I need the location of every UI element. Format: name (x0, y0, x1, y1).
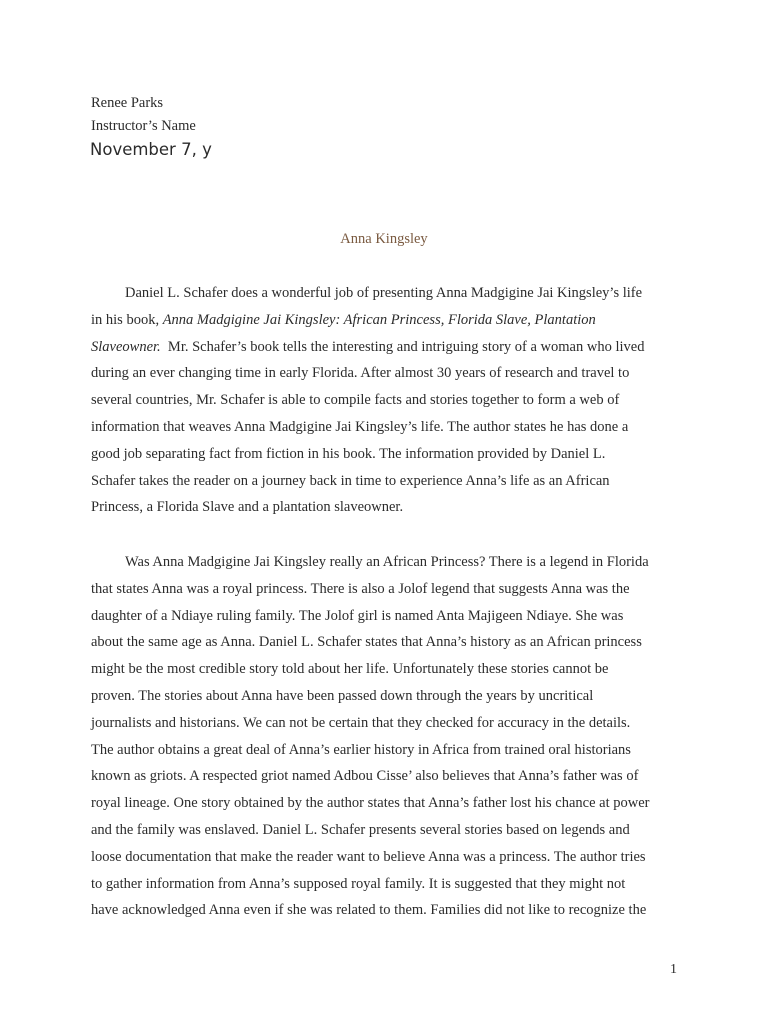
paragraph-line: royal lineage. One story obtained by the author states that Anna’s father lost his chance at power (91, 795, 650, 812)
paragraph-line: The author obtains a great deal of Anna’s earlier history in Africa from trained oral historians (91, 741, 631, 758)
page-number: 1 (670, 962, 677, 977)
paragraph-line: might be the most credible story told about her life. Unfortunately these stories cannot be (91, 661, 609, 678)
paragraph-line: daughter of a Ndiaye ruling family. The Jolof girl is named Anta Majigeen Ndiaye. She was (91, 607, 624, 624)
paragraph-line: to gather information from Anna’s supposed royal family. It is suggested that they might not (91, 875, 626, 892)
paragraph-line: Schafer takes the reader on a journey back in time to experience Anna’s life as an African (91, 472, 610, 489)
paragraph-line: information that weaves Anna Madgigine Jai Kingsley’s life. The author states he has done a (91, 418, 629, 435)
paragraph-line: loose documentation that make the reader want to believe Anna was a princess. The author tries (91, 848, 646, 865)
document-date: November 7, y (90, 140, 212, 159)
paragraph-2 (91, 549, 691, 924)
paragraph-line: proven. The stories about Anna have been passed down through the years by uncritical (91, 687, 594, 704)
instructor-name: Instructor’s Name (91, 118, 196, 134)
paragraph-line: Was Anna Madgigine Jai Kingsley really an African Princess? There is a legend in Florida (125, 554, 649, 570)
paragraph-line: Princess, a Florida Slave and a plantation slaveowner. (91, 499, 404, 516)
paragraph-line: about the same age as Anna. Daniel L. Schafer states that Anna’s history as an African princess (91, 634, 642, 651)
paragraph-line: during an ever changing time in early Florida. After almost 30 years of research and travel to (91, 365, 630, 382)
paragraph-line: known as griots. A respected griot named Adbou Cisse’ also believes that Anna’s father was of (91, 768, 639, 785)
paragraph-line: Daniel L. Schafer does a wonderful job of presenting Anna Madgigine Jai Kingsley’s life (125, 285, 643, 301)
paragraph-line: good job separating fact from fiction in his book. The information provided by Daniel L. (91, 445, 606, 462)
paragraph-line: in his book, Anna Madgigine Jai Kingsley: African Princess, Florida Slave, Plantation (91, 311, 596, 328)
paragraph-line: and the family was enslaved. Daniel L. Schafer presents several stories based on legends and (91, 821, 630, 838)
book-title-italic: Slaveowner. (91, 338, 161, 355)
paragraph-line: journalists and historians. We can not be certain that they checked for accuracy in the details. (91, 714, 631, 731)
paragraph-line: have acknowledged Anna even if she was related to them. Families did not like to recognize the (91, 902, 647, 919)
author-name: Renee Parks (91, 95, 164, 111)
paragraph-line: Slaveowner. Mr. Schafer’s book tells the interesting and intriguing story of a woman who lived (91, 338, 645, 355)
paragraph-line: that states Anna was a royal princess. There is also a Jolof legend that suggests Anna was the (91, 580, 630, 597)
paragraph-1 (91, 280, 691, 521)
paragraph-line: several countries, Mr. Schafer is able to compile facts and stories together to form a web of (91, 392, 620, 409)
document-title: Anna Kingsley (340, 231, 428, 247)
book-title-italic: Anna Madgigine Jai Kingsley: African Princess, Florida Slave, Plantation (162, 311, 596, 328)
